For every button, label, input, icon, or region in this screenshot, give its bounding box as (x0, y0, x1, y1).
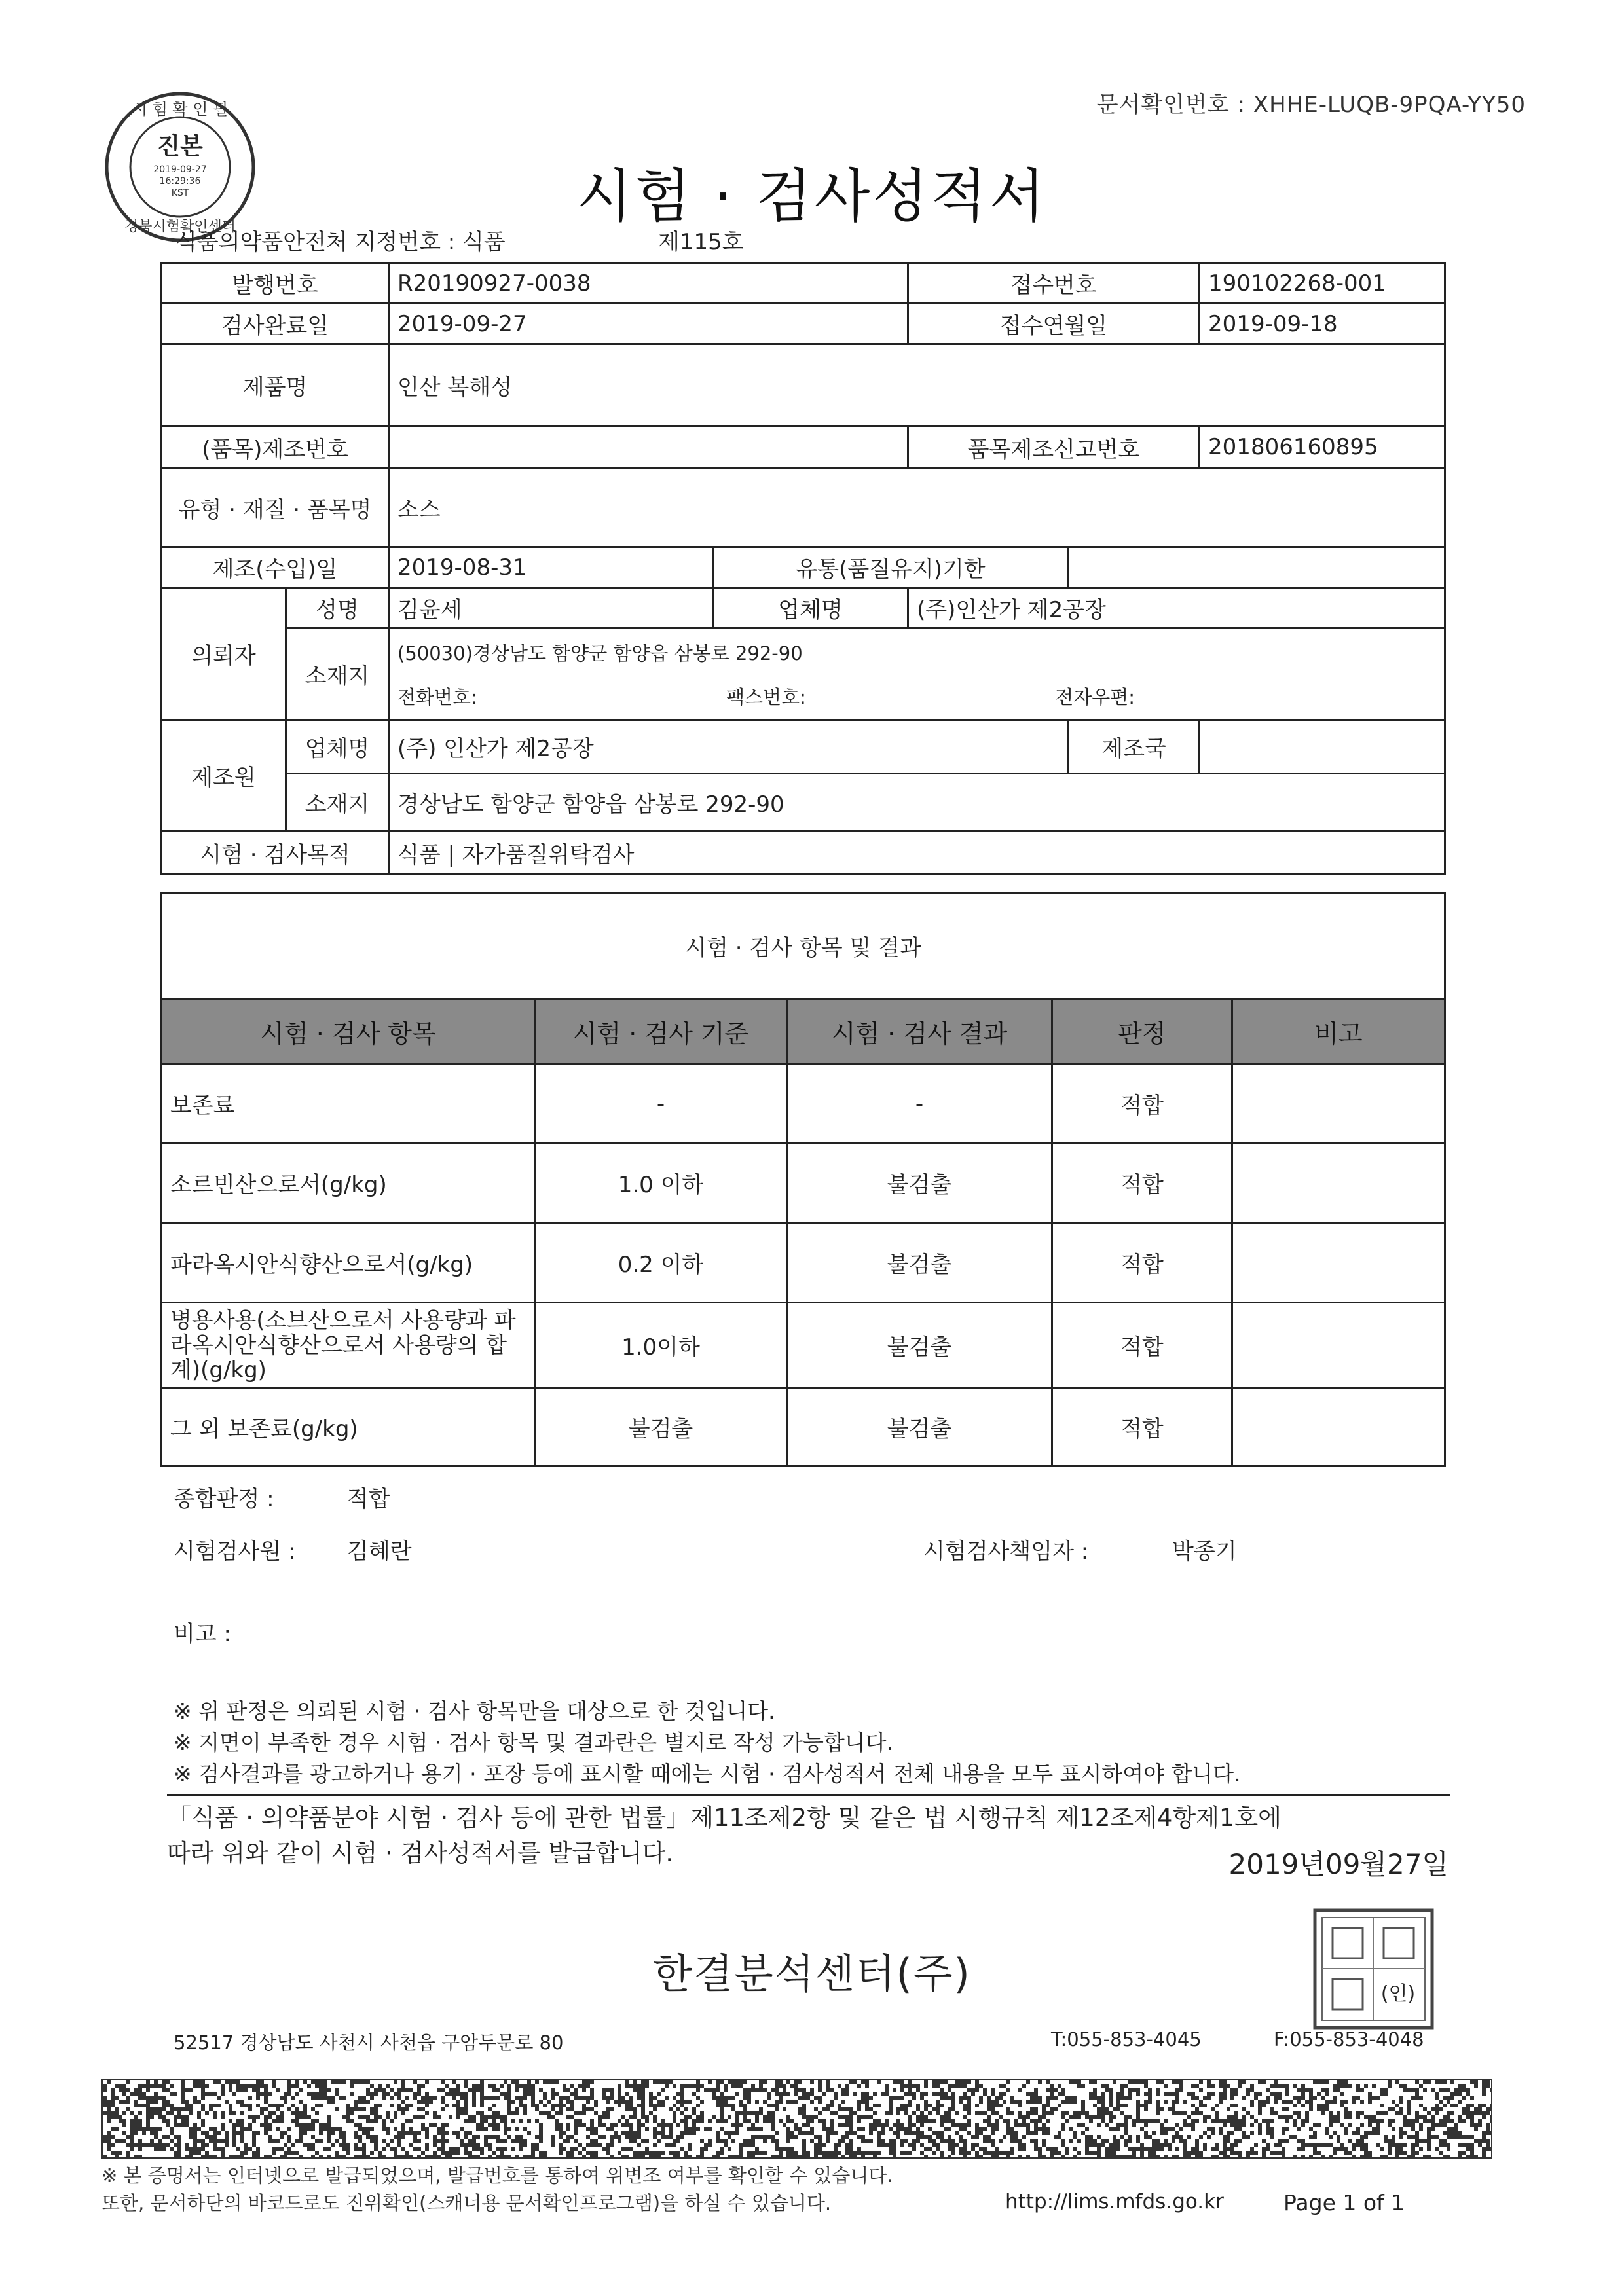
inspector-name: 김혜란 (347, 1539, 412, 1565)
completion-date: 2019-09-27 (389, 304, 908, 344)
stamp-text: (인) (1380, 1982, 1416, 2005)
document-confirmation-number: 문서확인번호 : XHHE-LUQB-9PQA-YY50 (1096, 92, 1526, 118)
header-standard: 시험 · 검사 기준 (535, 999, 787, 1065)
issue-no-label: 발행번호 (162, 263, 389, 304)
row-judgement: 적합 (1052, 1143, 1232, 1223)
table-row (162, 1388, 1445, 1467)
row-note (1232, 1223, 1445, 1303)
header-note: 비고 (1232, 999, 1445, 1065)
results-section-title: 시험 · 검사 항목 및 결과 (162, 893, 1445, 999)
row-standard: 0.2 이하 (535, 1223, 787, 1303)
row-judgement: 적합 (1052, 1303, 1232, 1388)
footer-tel: T:055-853-4045 (1051, 2028, 1202, 2050)
header-judgement: 판정 (1052, 999, 1232, 1065)
table-row (162, 1065, 1445, 1143)
row-item: 보존료 (162, 1065, 535, 1143)
expiry-value (1069, 547, 1445, 588)
info-table (160, 262, 1446, 875)
name-value: 김윤세 (389, 588, 713, 629)
mfg-number (389, 426, 908, 469)
row-judgement: 적합 (1052, 1223, 1232, 1303)
mfr-country-label: 제조국 (1069, 720, 1200, 774)
row-result: 불검출 (787, 1223, 1052, 1303)
disclaimer-line-2: 또한, 문서하단의 바코드로도 진위확인(스캐너용 문서확인프로그램)을 하실 수 있습니다. (101, 2192, 832, 2214)
row-item: 소르빈산으로서(g/kg) (162, 1143, 535, 1223)
company-label: 업체명 (713, 588, 908, 629)
overall-judgement-label: 종합판정 : (174, 1486, 274, 1512)
document-title: 시험 · 검사성적서 (576, 162, 1048, 230)
row-note (1232, 1388, 1445, 1467)
row-standard: 불검출 (535, 1388, 787, 1467)
page-info: Page 1 of 1 (1283, 2190, 1405, 2215)
remarks-label: 비고 : (174, 1621, 231, 1647)
mfr-address: 경상남도 함양군 함양읍 삼봉로 292-90 (389, 774, 1445, 831)
mfg-date-label: 제조(수입)일 (162, 547, 389, 588)
issue-no: R20190927-0038 (389, 263, 908, 304)
row-note (1232, 1065, 1445, 1143)
organization-name: 한결분석센터(주) (653, 1950, 971, 1997)
row-item: 파라옥시안식향산으로서(g/kg) (162, 1223, 535, 1303)
expiry-label: 유통(품질유지)기한 (713, 547, 1069, 588)
product-name-label: 제품명 (162, 344, 389, 426)
row-note (1232, 1143, 1445, 1223)
mfr-country (1200, 720, 1445, 774)
row-standard: - (535, 1065, 787, 1143)
footer-fax: F:055-853-4048 (1274, 2028, 1424, 2050)
requester-address: (50030)경상남도 함양군 함양읍 삼봉로 292-90 (397, 642, 803, 665)
legal-statement (167, 1800, 1282, 1871)
receipt-no: 190102268-001 (1200, 263, 1445, 304)
row-standard: 1.0 이하 (535, 1143, 787, 1223)
receipt-date-label: 접수연월일 (908, 304, 1200, 344)
row-standard: 1.0이하 (535, 1303, 787, 1388)
seal-date: 2019-09-27 (153, 164, 207, 175)
seal-center-text: 진본 (157, 133, 203, 160)
requester-address-cell (389, 629, 1445, 720)
mfr-address-label: 소재지 (286, 774, 389, 831)
company-value: (주)인산가 제2공장 (908, 588, 1445, 629)
verification-url[interactable]: http://lims.mfds.go.kr (1005, 2190, 1224, 2214)
address-label: 소재지 (286, 629, 389, 720)
product-name: 인산 복해성 (389, 344, 1445, 426)
note-line: ※ 지면이 부족한 경우 시험 · 검사 항목 및 결과란은 별지로 작성 가능합니다. (174, 1730, 893, 1755)
table-row (162, 1303, 1445, 1388)
designation-number: 제115호 (658, 229, 744, 255)
overall-judgement: 적합 (347, 1486, 390, 1512)
contact-line (397, 683, 1436, 710)
notes (174, 1696, 1241, 1790)
header-item: 시험 · 검사 항목 (162, 999, 535, 1065)
report-number: 201806160895 (1200, 426, 1445, 469)
results-table (160, 892, 1446, 1467)
row-judgement: 적합 (1052, 1388, 1232, 1467)
phone-label: 전화번호: (397, 685, 477, 708)
seal-time: 16:29:36 (159, 176, 201, 187)
row-result: 불검출 (787, 1143, 1052, 1223)
manager-name: 박종기 (1172, 1539, 1237, 1565)
completion-date-label: 검사완료일 (162, 304, 389, 344)
note-line: ※ 위 판정은 의뢰된 시험 · 검사 항목만을 대상으로 한 것입니다. (174, 1698, 775, 1724)
row-result: 불검출 (787, 1303, 1052, 1388)
report-number-label: 품목제조신고번호 (908, 426, 1200, 469)
company-stamp (1313, 1908, 1434, 2030)
seal-tz: KST (171, 188, 189, 198)
purpose-label: 시험 · 검사목적 (162, 831, 389, 874)
mfg-number-label: (품목)제조번호 (162, 426, 389, 469)
footer-address: 52517 경상남도 사천시 사천읍 구암두문로 80 (174, 2032, 564, 2054)
email-label: 전자우편: (1055, 685, 1135, 708)
seal-top-text: 시 험 확 인 필 (132, 100, 229, 118)
legal-line-1: 「식품 · 의약품분야 시험 · 검사 등에 관한 법률」제11조제2항 및 같은 법 시행규칙 제12조제4항제1호에 (167, 1804, 1282, 1832)
header-result: 시험 · 검사 결과 (787, 999, 1052, 1065)
disclaimer-line-1: ※ 본 증명서는 인터넷으로 발급되었으며, 발급번호를 통하여 위변조 여부를 확인할 수 있습니다. (101, 2164, 893, 2187)
receipt-date: 2019-09-18 (1200, 304, 1445, 344)
row-item: 그 외 보존료(g/kg) (162, 1388, 535, 1467)
designation-label: 식품의약품안전처 지정번호 : 식품 (175, 229, 506, 255)
name-label: 성명 (286, 588, 389, 629)
inspector-label: 시험검사원 : (174, 1539, 296, 1565)
row-note (1232, 1303, 1445, 1388)
type-value: 소스 (389, 469, 1445, 547)
row-result: 불검출 (787, 1388, 1052, 1467)
mfr-company-label: 업체명 (286, 720, 389, 774)
divider (167, 1794, 1450, 1796)
note-line: ※ 검사결과를 광고하거나 용기 · 포장 등에 표시할 때에는 시험 · 검사성적서 전체 내용을 모두 표시하여야 합니다. (174, 1761, 1241, 1787)
verification-barcode (101, 2079, 1492, 2159)
row-item: 병용사용(소브산으로서 사용량과 파라옥시안식향산으로서 사용량의 합계)(g/kg) (162, 1303, 535, 1388)
requester-label: 의뢰자 (162, 588, 286, 720)
issue-date: 2019년09월27일 (1228, 1848, 1449, 1880)
manager-label: 시험검사책임자 : (923, 1539, 1089, 1565)
mfr-company: (주) 인산가 제2공장 (389, 720, 1069, 774)
type-label: 유형 · 재질 · 품목명 (162, 469, 389, 547)
mfg-date: 2019-08-31 (389, 547, 713, 588)
disclaimer (101, 2162, 893, 2217)
purpose-value: 식품 | 자가품질위탁검사 (389, 831, 1445, 874)
row-result: - (787, 1065, 1052, 1143)
fax-label: 팩스번호: (726, 685, 806, 708)
seal-org: 경북시험확인센터 (124, 219, 236, 235)
table-row (162, 1143, 1445, 1223)
table-row (162, 1223, 1445, 1303)
legal-line-2: 따라 위와 같이 시험 · 검사성적서를 발급합니다. (167, 1839, 674, 1867)
receipt-no-label: 접수번호 (908, 263, 1200, 304)
manufacturer-label: 제조원 (162, 720, 286, 831)
row-judgement: 적합 (1052, 1065, 1232, 1143)
